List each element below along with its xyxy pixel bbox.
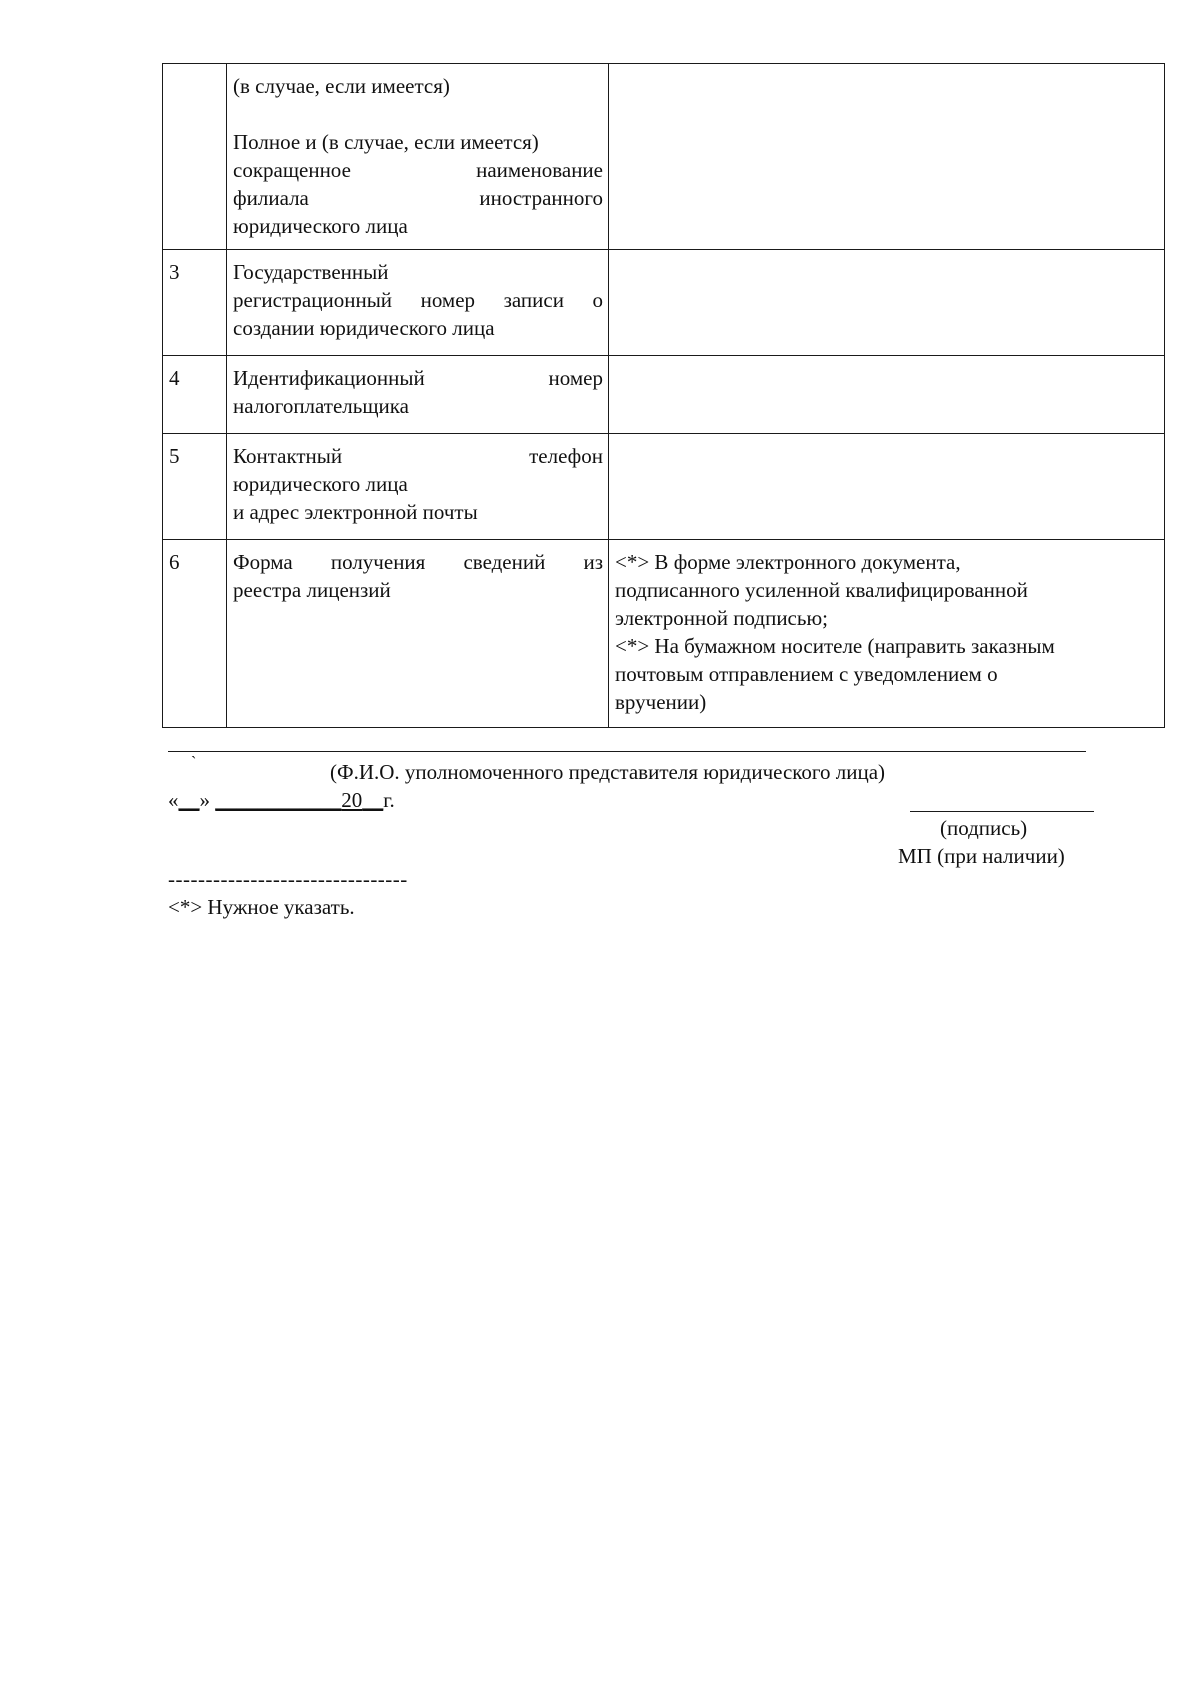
label-line: создании юридического лица [233, 316, 495, 340]
date-year-blank: __ [362, 788, 384, 812]
fio-underline[interactable] [168, 751, 1086, 752]
row-number: 5 [163, 434, 227, 540]
option-line: электронной подписью; [615, 606, 828, 630]
stray-mark: ` [191, 754, 197, 771]
row-value-cell[interactable] [609, 64, 1165, 250]
label-text: Полное и (в случае, если имеется) [233, 130, 539, 154]
option-line: почтовым отправлением с уведомлением о [615, 662, 998, 686]
label-line: сокращенное наименование [233, 158, 603, 182]
label-line: реестра лицензий [233, 578, 391, 602]
row-label-cell [227, 540, 609, 728]
row-value-cell[interactable] [609, 250, 1165, 356]
label-line: филиала иностранного [233, 186, 603, 210]
row-label-cell [227, 434, 609, 540]
date-field[interactable]: «__» ____________20__г. [168, 788, 395, 812]
row-label-cell [227, 64, 609, 250]
signature-underline[interactable] [910, 811, 1094, 812]
table-row [163, 250, 1165, 356]
table-row [163, 540, 1165, 728]
fio-caption: (Ф.И.О. уполномоченного представителя юридического лица) [330, 760, 886, 784]
label-text: юридического лица [233, 214, 408, 238]
row-number: 6 [163, 540, 227, 728]
row-number: 4 [163, 356, 227, 434]
label-line: регистрационный номер записи о [233, 288, 603, 312]
row-label-cell [227, 250, 609, 356]
label-line: налогоплательщика [233, 394, 409, 418]
signature-caption: (подпись) [940, 816, 1028, 840]
table-row [163, 434, 1165, 540]
label-line: Идентификационный номер [233, 366, 603, 390]
row-number: 3 [163, 250, 227, 356]
label-text: (в случае, если имеется) [233, 74, 450, 98]
label-line: Государственный [233, 260, 389, 284]
stamp-caption: МП (при наличии) [898, 844, 1065, 868]
footnote-separator: -------------------------------- [168, 867, 408, 891]
date-month-blank: ____________ [215, 788, 342, 812]
label-line: Контактный телефон [233, 444, 603, 468]
table-row [163, 356, 1165, 434]
date-day-blank: __ [178, 788, 200, 812]
row-value-cell[interactable] [609, 434, 1165, 540]
option-electronic[interactable]: <*> В форме электронного документа, [615, 550, 961, 574]
option-line: подписанного усиленной квалифицированной [615, 578, 1028, 602]
row-label-cell [227, 356, 609, 434]
table-row [163, 64, 1165, 250]
row-value-cell[interactable] [609, 356, 1165, 434]
license-request-table [162, 63, 1165, 728]
row-number-cell [163, 64, 227, 250]
option-paper[interactable]: <*> На бумажном носителе (направить заказным [615, 634, 1055, 658]
option-line: вручении) [615, 690, 707, 714]
label-line: Форма получения сведений из [233, 550, 603, 574]
label-line: и адрес электронной почты [233, 500, 478, 524]
footnote-text: <*> Нужное указать. [168, 895, 355, 919]
row-value-cell [609, 540, 1165, 728]
label-line: юридического лица [233, 472, 408, 496]
